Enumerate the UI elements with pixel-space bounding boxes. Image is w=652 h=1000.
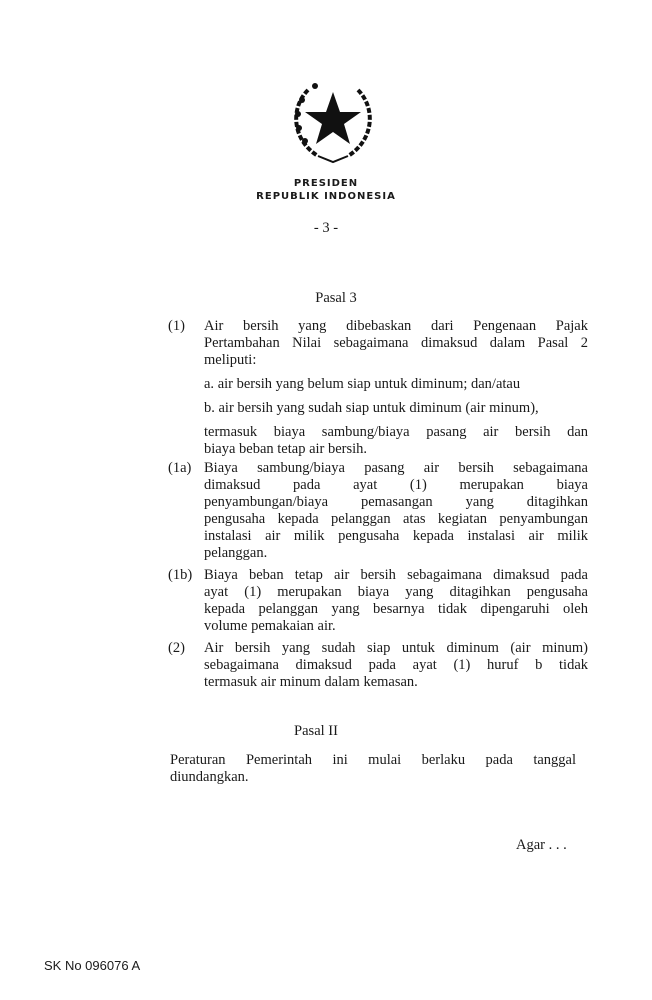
sub-label: b. — [204, 400, 215, 416]
continuation-marker: Agar . . . — [516, 837, 567, 853]
text-line: biaya beban tetap air bersih. — [204, 441, 368, 457]
text-line: sebagaimana dimaksud pada ayat (1) huruf b tidak — [204, 657, 588, 673]
pasal-3-title: Pasal 3 — [315, 290, 357, 306]
pasal-ii-title: Pasal II — [294, 723, 338, 739]
sub-text: air bersih yang sudah siap untuk diminum (air minum), — [218, 400, 539, 416]
header-republik: REPUBLIK INDONESIA — [256, 191, 396, 202]
text-line: dimaksud pada ayat (1) merupakan biaya — [204, 477, 588, 493]
text-line: ayat (1) merupakan biaya yang ditagihkan pengusaha — [204, 584, 588, 600]
garuda-star-emblem — [288, 78, 378, 166]
pasal-ii-text — [170, 752, 576, 786]
item-number: (1) — [168, 318, 185, 334]
page-number: - 3 - — [313, 220, 339, 236]
sub-text: air bersih yang belum siap untuk diminum; dan/atau — [217, 376, 521, 392]
item-number: (2) — [168, 640, 185, 656]
text-line: instalasi air milik pengusaha kepada instalasi air milik — [204, 528, 588, 544]
text-line: Peraturan Pemerintah ini mulai berlaku pada tanggal — [170, 752, 576, 768]
footer-sk-number: SK No 096076 A — [44, 958, 141, 973]
text-line: termasuk biaya sambung/biaya pasang air bersih dan — [204, 424, 588, 440]
text-line: Biaya sambung/biaya pasang air bersih sebagaimana — [204, 460, 588, 476]
sub-label: a. — [204, 376, 215, 392]
text-line: kepada pelanggan yang besarnya tidak dipengaruhi oleh — [204, 601, 588, 617]
text-line: pelanggan. — [204, 545, 268, 561]
header-presiden: PRESIDEN — [293, 178, 359, 189]
text-line: diundangkan. — [170, 769, 249, 785]
item-number: (1b) — [168, 567, 193, 583]
text-line: Pertambahan Nilai sebagaimana dimaksud dalam Pasal 2 — [204, 335, 588, 351]
text-line: Air bersih yang dibebaskan dari Pengenaan Pajak — [204, 318, 588, 334]
text-line: Air bersih yang sudah siap untuk diminum (air minum) — [204, 640, 588, 656]
text-line: Biaya beban tetap air bersih sebagaimana dimaksud pada — [204, 567, 588, 583]
text-line: meliputi: — [204, 352, 257, 368]
text-line: penyambungan/biaya pemasangan yang ditagihkan — [204, 494, 588, 510]
text-line: volume pemakaian air. — [204, 618, 336, 634]
item-number: (1a) — [168, 460, 192, 476]
text-line: termasuk air minum dalam kemasan. — [204, 674, 418, 690]
text-line: pengusaha kepada pelanggan atas kegiatan penyambungan — [204, 511, 588, 527]
